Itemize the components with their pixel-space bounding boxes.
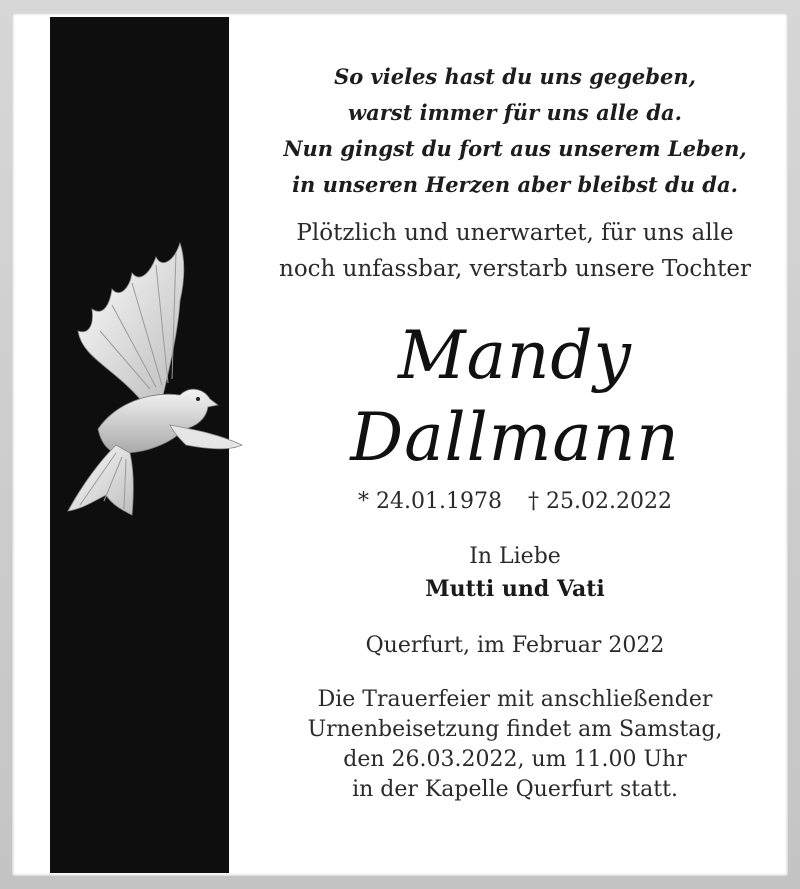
service-line: Die Trauerfeier mit anschließender [317,687,713,712]
love-phrase: In Liebe [469,544,561,569]
obituary-text [255,59,775,805]
death-date: † 25.02.2022 [528,489,672,514]
service-line: den 26.03.2022, um 11.00 Uhr [343,747,687,772]
dove-icon [20,239,250,539]
announcement [255,215,775,287]
birth-date: * 24.01.1978 [358,489,502,514]
funeral-service-info [255,685,775,805]
obituary-card [12,13,788,876]
announcement-line: noch unfassbar, verstarb unsere Tochter [279,256,751,282]
service-line: in der Kapelle Querfurt statt. [352,777,678,802]
memorial-poem [255,59,775,203]
poem-line: warst immer für uns alle da. [348,100,682,125]
poem-line: So vieles hast du uns gegeben, [334,64,696,89]
place-date: Querfurt, im Februar 2022 [365,633,665,658]
deceased-name [255,315,775,479]
mourner-names: Mutti und Vati [425,576,605,602]
announcement-line: Plötzlich und unerwartet, für uns alle [296,220,734,246]
life-dates [255,487,775,517]
poem-line: Nun gingst du fort aus unserem Leben, [283,136,747,161]
poem-line: in unseren Herzen aber bleibst du da. [292,172,738,197]
mourners [255,541,775,605]
first-name: Mandy [398,317,632,394]
service-line: Urnenbeisetzung findet am Samstag, [307,717,723,742]
last-name: Dallmann [350,399,680,476]
